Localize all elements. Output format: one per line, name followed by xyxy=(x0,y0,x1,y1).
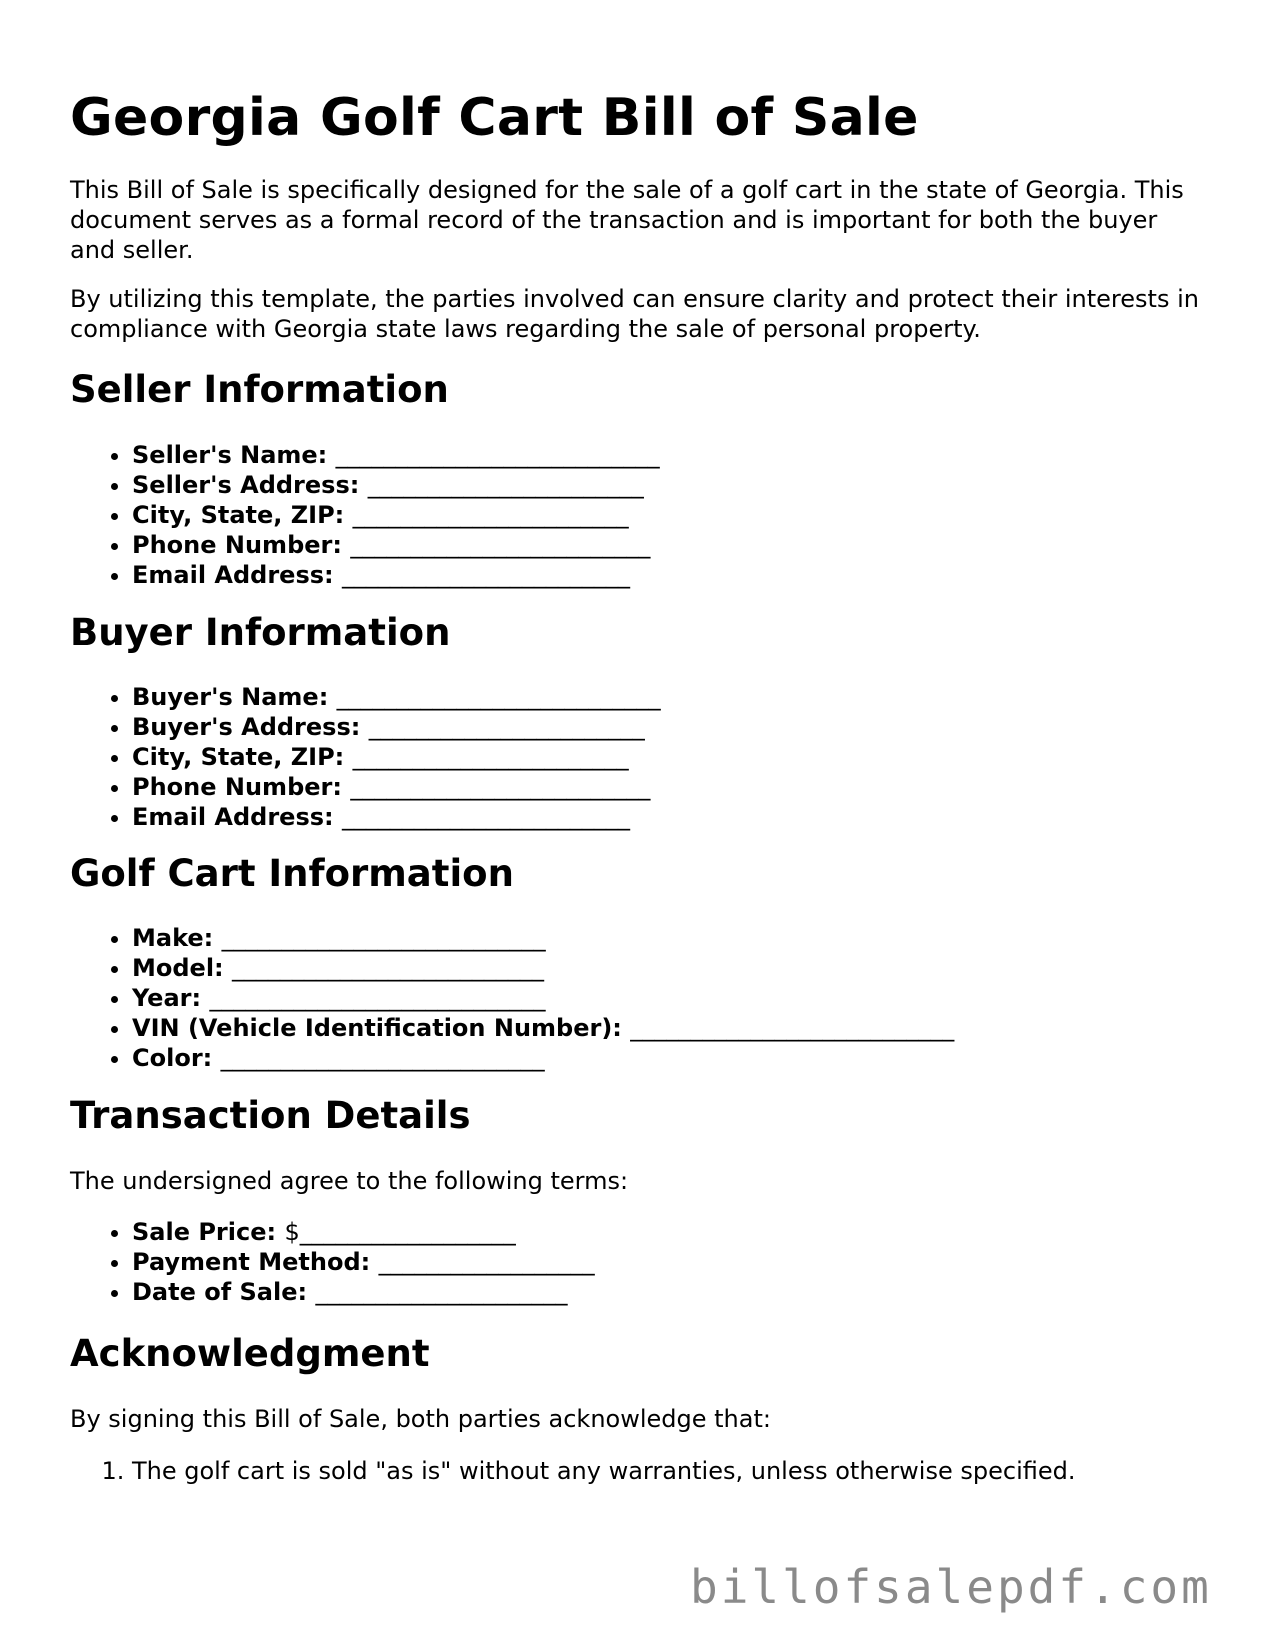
seller-name-field xyxy=(132,440,660,470)
fill-in-blank: ___________________________ xyxy=(221,924,546,952)
field-label: Date of Sale: xyxy=(132,1278,308,1306)
seller-phone-field xyxy=(132,530,660,560)
fill-in-blank: _______________________ xyxy=(368,713,645,741)
transaction-heading: Transaction Details xyxy=(70,1094,471,1137)
field-label: VIN (Vehicle Identification Number): xyxy=(132,1014,622,1042)
field-label: Model: xyxy=(132,954,224,982)
intro-paragraph-2: By utilizing this template, the parties involved can ensure clarity and protect their interests in compliance with Georgia state laws regarding the sale of personal property. xyxy=(70,285,1199,343)
cart-fields xyxy=(70,923,954,1073)
seller-email-field xyxy=(132,560,660,590)
fill-in-blank: _________________________ xyxy=(350,773,651,801)
acknowledgment-heading: Acknowledgment xyxy=(70,1332,430,1375)
buyer-email-field xyxy=(132,802,661,832)
field-label: Year: xyxy=(132,984,202,1012)
fill-in-blank: _____________________ xyxy=(315,1278,568,1306)
field-label: City, State, ZIP: xyxy=(132,501,345,529)
fill-in-blank: ___________________________ xyxy=(630,1014,955,1042)
seller-heading: Seller Information xyxy=(70,368,449,411)
page-title: Georgia Golf Cart Bill of Sale xyxy=(70,88,919,148)
acknowledgment-intro: By signing this Bill of Sale, both parties acknowledge that: xyxy=(70,1405,771,1433)
seller-city-field xyxy=(132,500,660,530)
fill-in-blank: __________________________ xyxy=(232,954,545,982)
field-label: Color: xyxy=(132,1044,213,1072)
acknowledgment-list xyxy=(70,1456,1076,1486)
fill-in-blank: ___________________________ xyxy=(220,1044,545,1072)
field-label: Payment Method: xyxy=(132,1248,371,1276)
transaction-fields xyxy=(70,1217,595,1307)
fill-in-blank: __________________ xyxy=(378,1248,595,1276)
fill-in-blank: ________________________ xyxy=(341,561,630,589)
seller-fields xyxy=(70,440,660,590)
field-label: Buyer's Name: xyxy=(132,683,329,711)
intro-paragraph-1: This Bill of Sale is specifically designed for the sale of a golf cart in the state of Georgia. This document serves as a formal record of the transaction and is important for both the buyer and seller. xyxy=(70,176,1184,264)
fill-in-blank: _________________________ xyxy=(350,531,651,559)
fill-in-blank: _______________________ xyxy=(367,471,644,499)
buyer-heading: Buyer Information xyxy=(70,611,451,654)
field-label: Sale Price: xyxy=(132,1218,277,1246)
buyer-phone-field xyxy=(132,772,661,802)
transaction-intro: The undersigned agree to the following terms: xyxy=(70,1167,629,1195)
date-of-sale-field xyxy=(132,1277,595,1307)
fill-in-blank: ________________________ xyxy=(341,803,630,831)
field-label: Email Address: xyxy=(132,561,334,589)
cart-vin-field xyxy=(132,1013,954,1043)
fill-in-blank: $__________________ xyxy=(284,1218,516,1246)
watermark-text: billofsalepdf.com xyxy=(690,1560,1212,1614)
payment-method-field xyxy=(132,1247,595,1277)
cart-make-field xyxy=(132,923,954,953)
field-label: Phone Number: xyxy=(132,531,342,559)
buyer-fields xyxy=(70,682,661,832)
field-label: Seller's Address: xyxy=(132,471,360,499)
field-label: Phone Number: xyxy=(132,773,342,801)
buyer-address-field xyxy=(132,712,661,742)
fill-in-blank: ____________________________ xyxy=(209,984,546,1012)
sale-price-field xyxy=(132,1217,595,1247)
cart-year-field xyxy=(132,983,954,1013)
buyer-city-field xyxy=(132,742,661,772)
field-label: Buyer's Address: xyxy=(132,713,361,741)
cart-heading: Golf Cart Information xyxy=(70,852,514,895)
fill-in-blank: ___________________________ xyxy=(336,683,661,711)
fill-in-blank: _______________________ xyxy=(352,743,629,771)
cart-color-field xyxy=(132,1043,954,1073)
fill-in-blank: _______________________ xyxy=(352,501,629,529)
field-label: Email Address: xyxy=(132,803,334,831)
field-label: Seller's Name: xyxy=(132,441,328,469)
field-label: Make: xyxy=(132,924,214,952)
cart-model-field xyxy=(132,953,954,983)
acknowledgment-item: 1. The golf cart is sold "as is" without any warranties, unless otherwise specified. xyxy=(132,1456,1076,1486)
buyer-name-field xyxy=(132,682,661,712)
field-label: City, State, ZIP: xyxy=(132,743,345,771)
fill-in-blank: ___________________________ xyxy=(335,441,660,469)
seller-address-field xyxy=(132,470,660,500)
